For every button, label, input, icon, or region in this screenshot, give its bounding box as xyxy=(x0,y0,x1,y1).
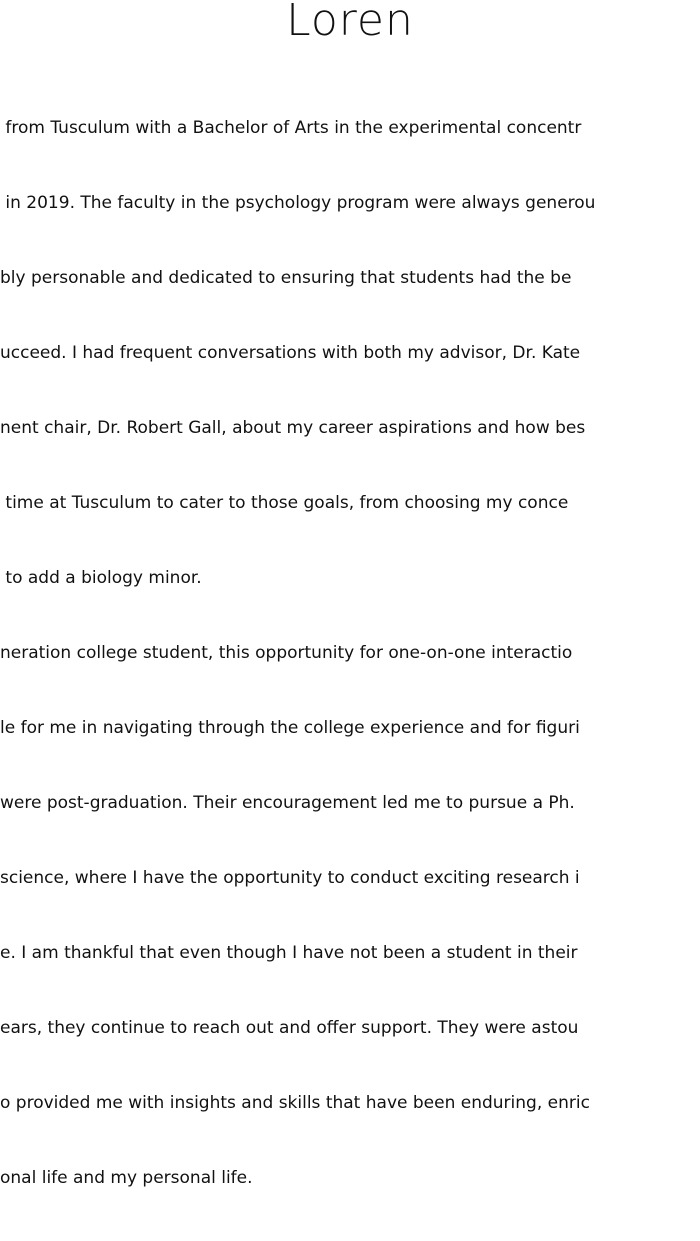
body-line: nent chair, Dr. Robert Gall, about my career aspirations and how bes xyxy=(0,418,586,438)
body-line: time at Tusculum to cater to those goals, from choosing my conce xyxy=(0,493,569,513)
body-line: ears, they continue to reach out and offer support. They were astou xyxy=(0,1018,579,1038)
body-line: to add a biology minor. xyxy=(0,568,202,588)
body-line: o provided me with insights and skills that have been enduring, enric xyxy=(0,1093,590,1113)
body-line: neration college student, this opportunity for one-on-one interactio xyxy=(0,643,573,663)
body-line: bly personable and dedicated to ensuring that students had the be xyxy=(0,268,572,288)
body-line: e. I am thankful that even though I have not been a student in their xyxy=(0,943,578,963)
body-line: in 2019. The faculty in the psychology program were always generou xyxy=(0,193,596,213)
testimonial-body xyxy=(0,66,700,1241)
page-title: Loren xyxy=(286,0,414,46)
body-line: from Tusculum with a Bachelor of Arts in the experimental concentr xyxy=(0,118,582,138)
body-line: onal life and my personal life. xyxy=(0,1168,253,1188)
body-line: were post-graduation. Their encouragement led me to pursue a Ph. xyxy=(0,793,575,813)
body-line: science, where I have the opportunity to conduct exciting research i xyxy=(0,868,580,888)
body-line: le for me in navigating through the college experience and for figuri xyxy=(0,718,580,738)
body-line: ucceed. I had frequent conversations with both my advisor, Dr. Kate xyxy=(0,343,581,363)
